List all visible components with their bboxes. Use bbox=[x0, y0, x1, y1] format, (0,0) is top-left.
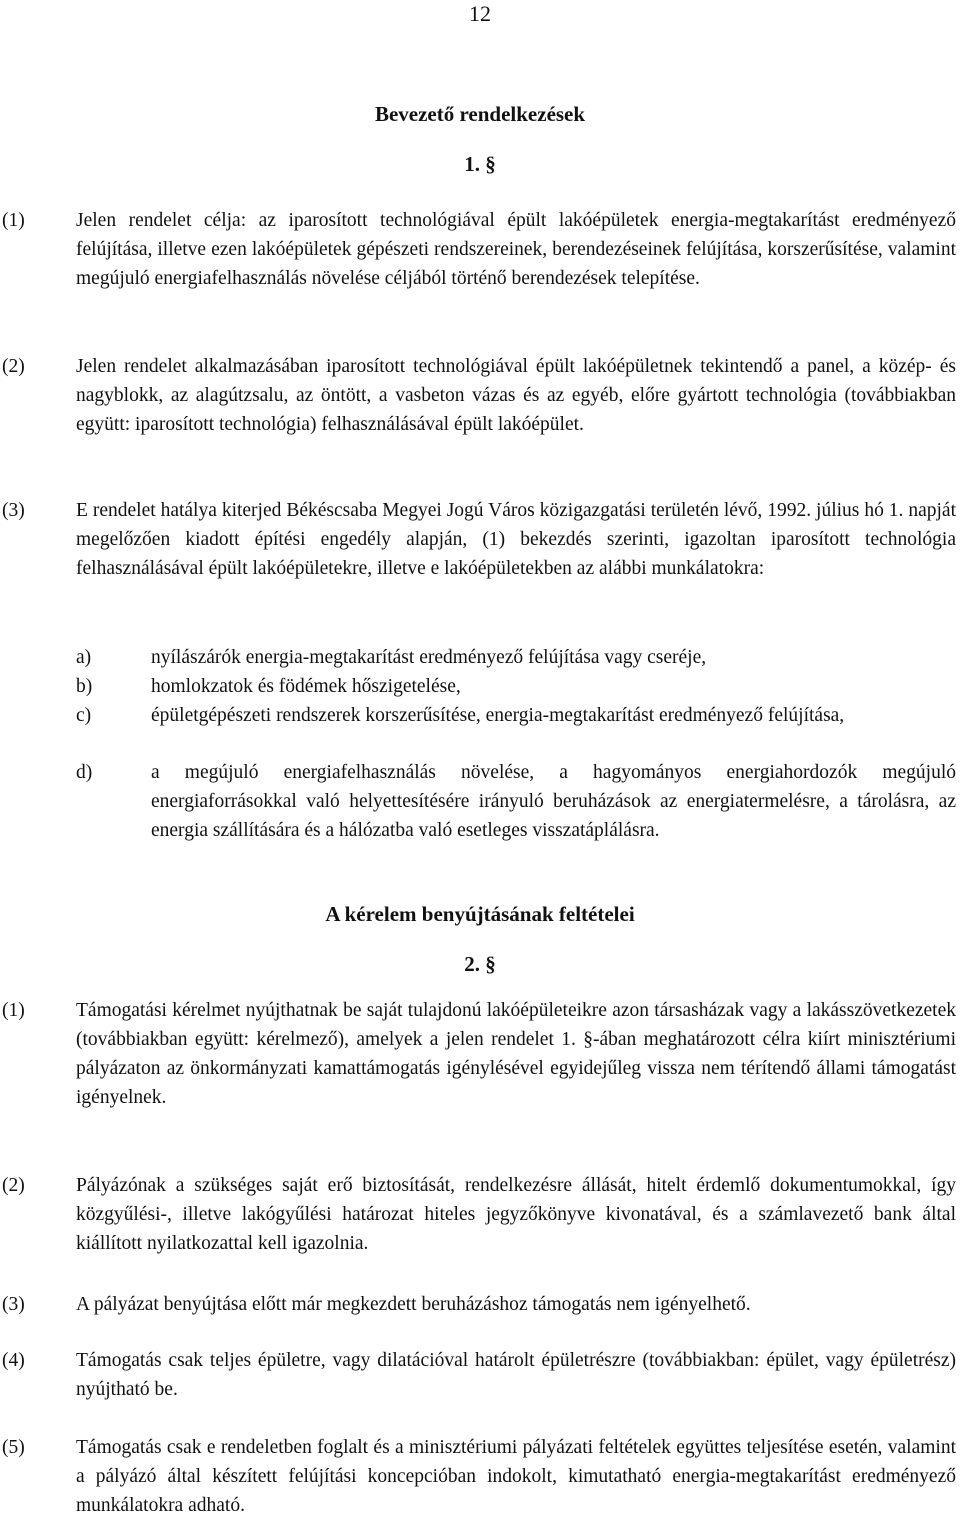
list-text: homlokzatok és födémek hőszigetelése, bbox=[151, 676, 461, 697]
paragraph-number: (1) bbox=[2, 1000, 25, 1021]
list-text: épületgépészeti rendszerek korszerűsítése, energia-megtakarítást eredményező felújítása, bbox=[151, 705, 845, 726]
section-2-title: A kérelem benyújtásának feltételei bbox=[325, 902, 635, 926]
page-number: 12 bbox=[469, 1, 491, 26]
paragraph-number: (3) bbox=[2, 500, 25, 521]
paragraph-number: (3) bbox=[2, 1294, 25, 1315]
paragraph-text: Jelen rendelet célja: az iparosított technológiával épült lakóépületek energia-megtakarítást eredményező felújítása, illetve ezen lakóépületek gépészeti rendszereinek, berendezéseinek felújítása, korszerűsítése, valamint megújuló energiafelhasználás növelése céljából történő berendezések telepítése. bbox=[76, 210, 956, 289]
paragraph-number: (1) bbox=[2, 210, 25, 231]
list-letter: c) bbox=[76, 705, 92, 726]
paragraph-text: Támogatási kérelmet nyújthatnak be saját tulajdonú lakóépületeikre azon társasházak vagy a lakásszövetkezetek (továbbiakban együtt: kérelmező), amelyek a jelen rendelet 1. §-ában meghatározott célra kiírt minisztériumi pályázaton az önkormányzati kamattámogatás igénylésével egyidejűleg vissza nem térítendő állami támogatást igényelnek. bbox=[76, 1000, 956, 1108]
list-text: nyílászárók energia-megtakarítást eredményező felújítása vagy cseréje, bbox=[151, 647, 707, 668]
list-letter: b) bbox=[76, 676, 93, 697]
section-1-number: 1. § bbox=[464, 152, 496, 176]
paragraph-number: (4) bbox=[2, 1350, 25, 1371]
section-2-number: 2. § bbox=[464, 952, 496, 976]
paragraph-text: Jelen rendelet alkalmazásában iparosított technológiával épült lakóépületnek tekintendő a panel, a közép- és nagyblokk, az alagútzsalu, az öntött, a vasbeton vázas és az egyéb, előre gyártott technológia (továbbiakban együtt: iparosított technológia) felhasználásával épült lakóépület. bbox=[76, 356, 956, 435]
paragraph-text: Támogatás csak e rendeletben foglalt és a minisztériumi pályázati feltételek együttes teljesítése esetén, valamint a pályázó által készített felújítási koncepcióban indokolt, kimutatható energia-megtakarítást eredményező munkálatokra adható. bbox=[76, 1437, 956, 1516]
paragraph-number: (2) bbox=[2, 1175, 25, 1196]
list-letter: d) bbox=[76, 762, 93, 783]
paragraph-text: Támogatás csak teljes épületre, vagy dilatációval határolt épületrészre (továbbiakban: épület, vagy épületrész) nyújtható be. bbox=[76, 1350, 956, 1400]
paragraph-text: Pályázónak a szükséges saját erő biztosítását, rendelkezésre állását, hitelt érdemlő dokumentumokkal, így közgyűlési-, illetve lakógyűlési határozat hiteles jegyzőkönyve kivonatával, és a számlavezető bank által kiállított nyilatkozattal kell igazolnia. bbox=[76, 1175, 956, 1254]
section-1-title: Bevezető rendelkezések bbox=[374, 102, 586, 126]
paragraph-text: E rendelet hatálya kiterjed Békéscsaba Megyei Jogú Város közigazgatási területén lévő, 1992. július hó 1. napját megelőzően kiadott építési engedély alapján, (1) bekezdés szerinti, igazoltan iparosított technológia felhasználásával épült lakóépületekre, illetve e lakóépületekben az alábbi munkálatokra: bbox=[76, 500, 956, 579]
list-text: a megújuló energiafelhasználás növelése, a hagyományos energiahordozók megújuló energiaforrásokkal való helyettesítésére irányuló beruházások az energiatermelésre, a tárolásra, az energia szállítására és a hálózatba való esetleges visszatáplálásra. bbox=[151, 762, 956, 841]
paragraph-number: (5) bbox=[2, 1437, 25, 1458]
paragraph-text: A pályázat benyújtása előtt már megkezdett beruházáshoz támogatás nem igényelhető. bbox=[76, 1294, 751, 1315]
list-letter: a) bbox=[76, 647, 92, 668]
paragraph-number: (2) bbox=[2, 356, 25, 377]
